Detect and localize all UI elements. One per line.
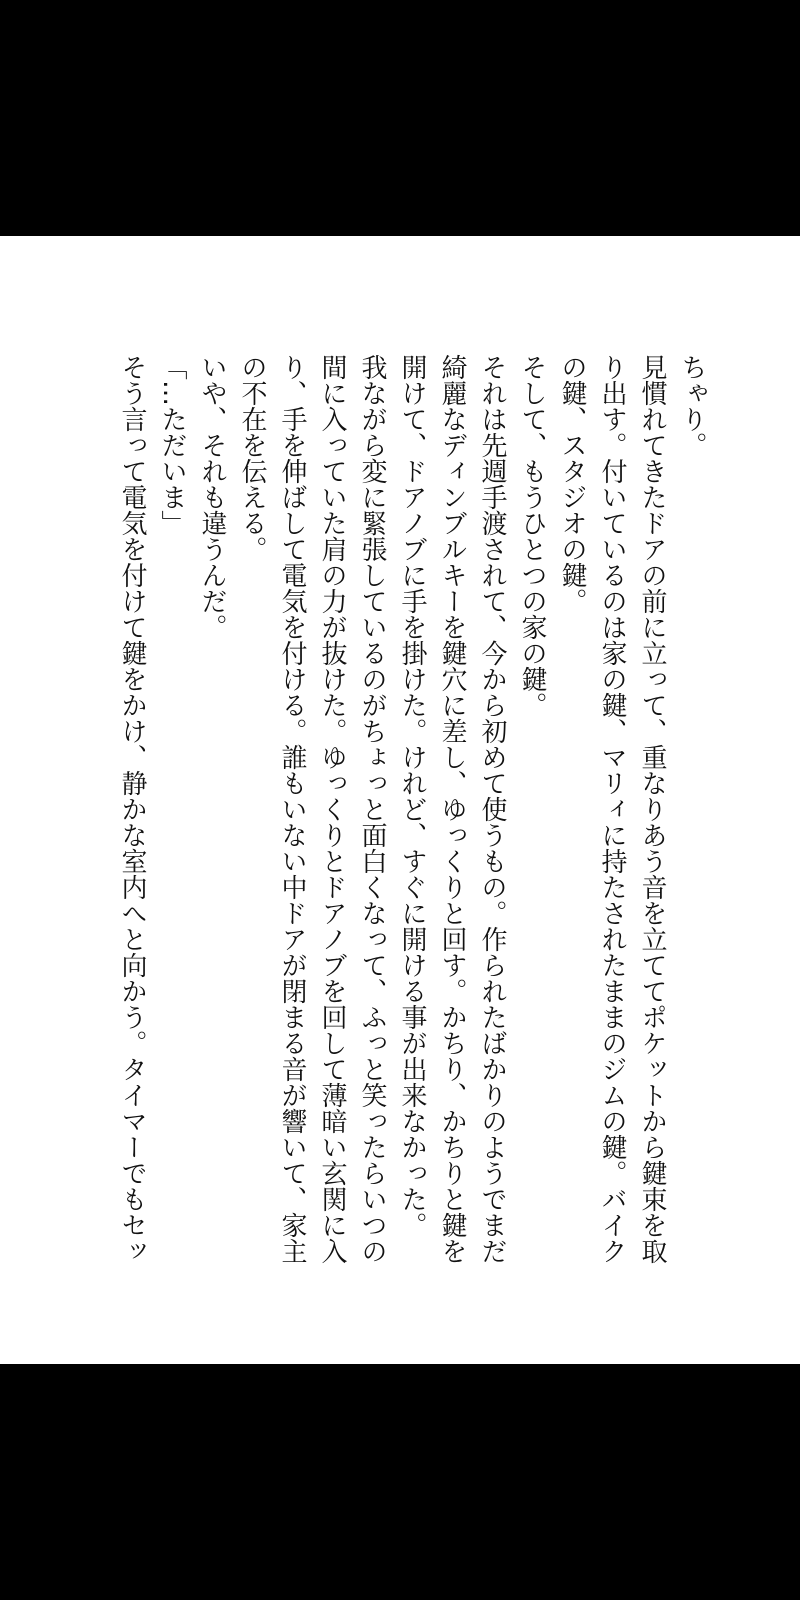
text-line: 「…ただいま」 [157,354,187,536]
vertical-text-body [96,354,712,1302]
text-line: の鍵、スタジオの鍵。 [557,354,587,614]
text-line: り出す。付いているのは家の鍵、マリィに持たされたままのジムの鍵。バイク [597,354,627,1264]
text-line: 開けて、ドアノブに手を掛けた。けれど、すぐに開ける事が出来なかった。 [397,354,427,1238]
text-line: そう言って電気を付けて鍵をかけ、静かな室内へと向かう。タイマーでもセッ [117,354,147,1264]
book-page[interactable] [0,236,800,1364]
text-line: り、手を伸ばして電気を付ける。誰もいない中ドアが閉まる音が響いて、家主 [277,354,307,1264]
text-line: そして、もうひとつの家の鍵。 [517,354,547,718]
text-line: 我ながら変に緊張しているのがちょっと面白くなって、ふっと笑ったらいつの [357,354,387,1264]
text-line: の不在を伝える。 [237,354,267,562]
text-line: いや、それも違うんだ。 [197,354,227,640]
text-line: 間に入っていた肩の力が抜けた。ゆっくりとドアノブを回して薄暗い玄関に入 [317,354,347,1264]
text-line: ちゃり。 [677,354,707,458]
text-line: 見慣れてきたドアの前に立って、重なりあう音を立ててポケットから鍵束を取 [637,354,667,1264]
text-line: 綺麗なディンブルキーを鍵穴に差し、ゆっくりと回す。かちり、かちりと鍵を [437,354,467,1264]
text-line: それは先週手渡されて、今から初めて使うもの。作られたばかりのようでまだ [477,354,507,1264]
